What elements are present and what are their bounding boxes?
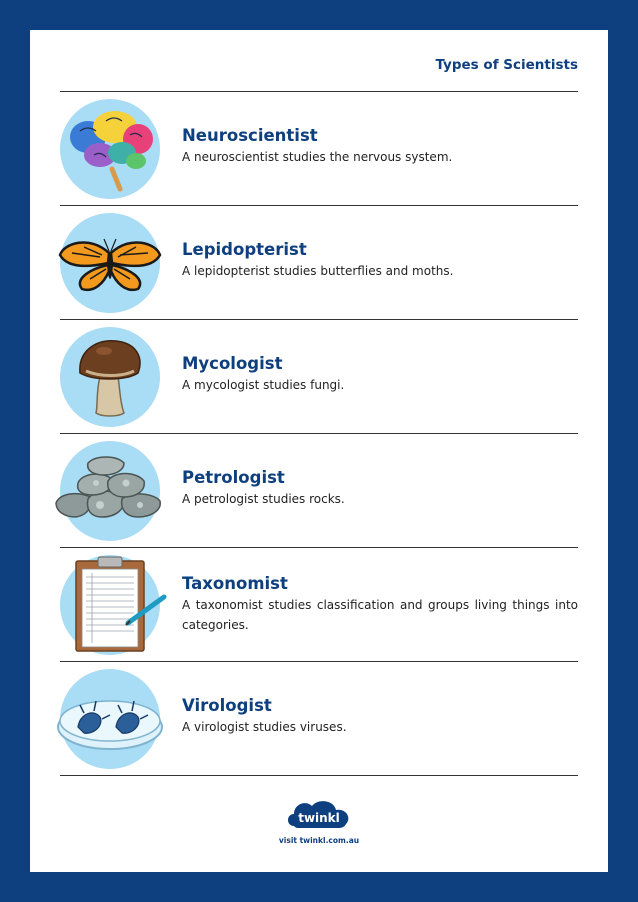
scientist-name: Mycologist (182, 354, 283, 373)
scientist-description: A mycologist studies fungi. (182, 378, 345, 392)
scientist-row-neuroscientist (60, 92, 578, 206)
scientist-description: A lepidopterist studies butterflies and moths. (182, 264, 454, 278)
scientist-row-taxonomist (60, 548, 578, 662)
scientist-name: Taxonomist (182, 574, 288, 593)
footer (30, 796, 608, 845)
scientist-description: A neuroscientist studies the nervous system. (182, 150, 453, 164)
scientist-description: A petrologist studies rocks. (182, 492, 345, 506)
scientist-row-lepidopterist (60, 206, 578, 320)
scientist-name: Virologist (182, 696, 272, 715)
scientist-row-virologist (60, 662, 578, 776)
divider (60, 775, 578, 776)
brain-icon (60, 99, 160, 199)
visit-link[interactable]: visit twinkl.com.au (278, 836, 360, 845)
petri-dish-icon (60, 669, 160, 769)
scientist-name: Lepidopterist (182, 240, 307, 259)
butterfly-icon (60, 213, 160, 313)
scientist-description: A virologist studies viruses. (182, 720, 347, 734)
clipboard-icon (60, 555, 160, 655)
worksheet-page (30, 30, 608, 872)
rocks-icon (60, 441, 160, 541)
mushroom-icon (60, 327, 160, 427)
logo-text: twinkl (298, 811, 340, 825)
scientist-row-mycologist (60, 320, 578, 434)
page-title: Types of Scientists (435, 57, 578, 73)
twinkl-logo[interactable] (284, 796, 354, 834)
scientist-row-petrologist (60, 434, 578, 548)
scientist-description: A taxonomist studies classification and groups living things into categories. (182, 598, 578, 632)
scientist-name: Neuroscientist (182, 126, 318, 145)
scientist-name: Petrologist (182, 468, 285, 487)
